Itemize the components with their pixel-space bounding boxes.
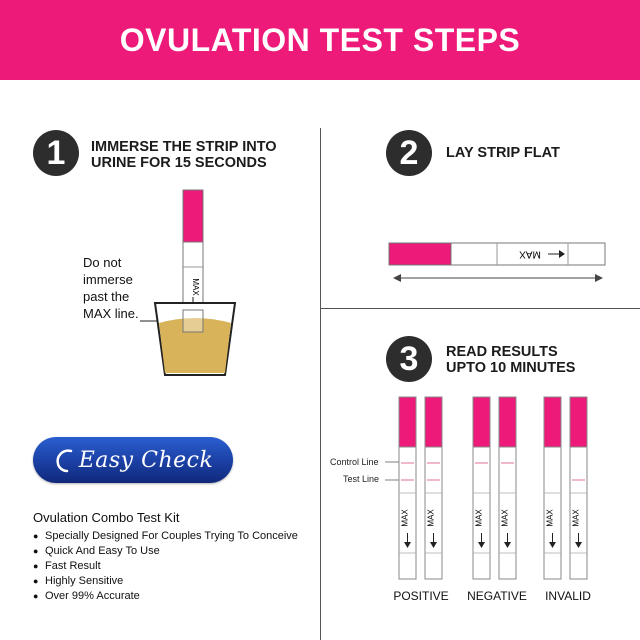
strip-pink-handle	[183, 190, 203, 242]
feature-list	[33, 529, 298, 604]
strip-max-label: MAX	[400, 509, 410, 527]
step-1-badge	[33, 130, 79, 176]
strip-max-label: MAX	[571, 509, 581, 527]
warning-line-3: past the	[83, 289, 130, 304]
strip-max-label: MAX	[474, 509, 484, 527]
step-1-line-1: IMMERSE THE STRIP INTO	[91, 139, 277, 155]
control-line-label: Control Line	[330, 457, 379, 467]
result-strips-illustration	[385, 393, 595, 585]
warning-line-2: immerse	[83, 272, 133, 287]
feature-item: ● Highly Sensitive	[33, 574, 298, 589]
negative-label: NEGATIVE	[467, 589, 527, 603]
step-3-line-1: READ RESULTS	[446, 344, 558, 360]
feature-item: ● Specially Designed For Couples Trying To Conceive	[33, 529, 298, 544]
step-3-line-2: UPTO 10 MINUTES	[446, 360, 576, 376]
feature-item: ● Fast Result	[33, 559, 298, 574]
kit-title: Ovulation Combo Test Kit	[33, 510, 180, 525]
test-strip	[544, 397, 561, 579]
strip-max-label: MAX	[545, 509, 555, 527]
step-1-instruction	[91, 139, 277, 171]
step-2-badge	[386, 130, 432, 176]
feature-item: ● Quick And Easy To Use	[33, 544, 298, 559]
invalid-label: INVALID	[545, 589, 591, 603]
max-label: MAX	[191, 278, 200, 296]
strip-in-cup-illustration	[140, 185, 250, 380]
step-1-line-2: URINE FOR 15 SECONDS	[91, 155, 267, 171]
step-3-badge	[386, 336, 432, 382]
test-strip	[570, 397, 587, 579]
strip-handle	[473, 397, 490, 447]
horizontal-divider	[320, 308, 640, 309]
strip-handle	[425, 397, 442, 447]
flat-max-label: MAX	[519, 248, 541, 260]
step-1-number: 1	[46, 133, 66, 172]
strip-handle	[544, 397, 561, 447]
test-strip	[425, 397, 442, 579]
result-strips	[399, 397, 587, 579]
strip-handle	[499, 397, 516, 447]
feature-item: ● Over 99% Accurate	[33, 589, 298, 604]
immerse-warning	[83, 254, 139, 322]
flat-strip-pink-end	[389, 243, 451, 265]
warning-line-4: MAX line.	[83, 306, 139, 321]
strip-max-label: MAX	[426, 509, 436, 527]
step-3-instruction	[446, 344, 575, 376]
heart-icon	[53, 447, 77, 473]
test-strip	[499, 397, 516, 579]
test-strip	[399, 397, 416, 579]
header-banner	[0, 0, 640, 80]
step-2-instruction: LAY STRIP FLAT	[446, 145, 560, 161]
easy-check-logo	[33, 437, 233, 483]
positive-label: POSITIVE	[393, 589, 449, 603]
strip-max-label: MAX	[500, 509, 510, 527]
strip-handle	[570, 397, 587, 447]
step-3-number: 3	[399, 339, 419, 378]
test-strip	[473, 397, 490, 579]
vertical-divider	[320, 128, 321, 640]
test-line-label: Test Line	[343, 474, 380, 484]
strip-handle	[399, 397, 416, 447]
flat-strip-illustration	[385, 238, 610, 286]
step-2-number: 2	[399, 133, 419, 172]
warning-line-1: Do not	[83, 255, 122, 270]
page-title: OVULATION TEST STEPS	[119, 21, 521, 58]
logo-text: Easy Check	[78, 447, 214, 473]
